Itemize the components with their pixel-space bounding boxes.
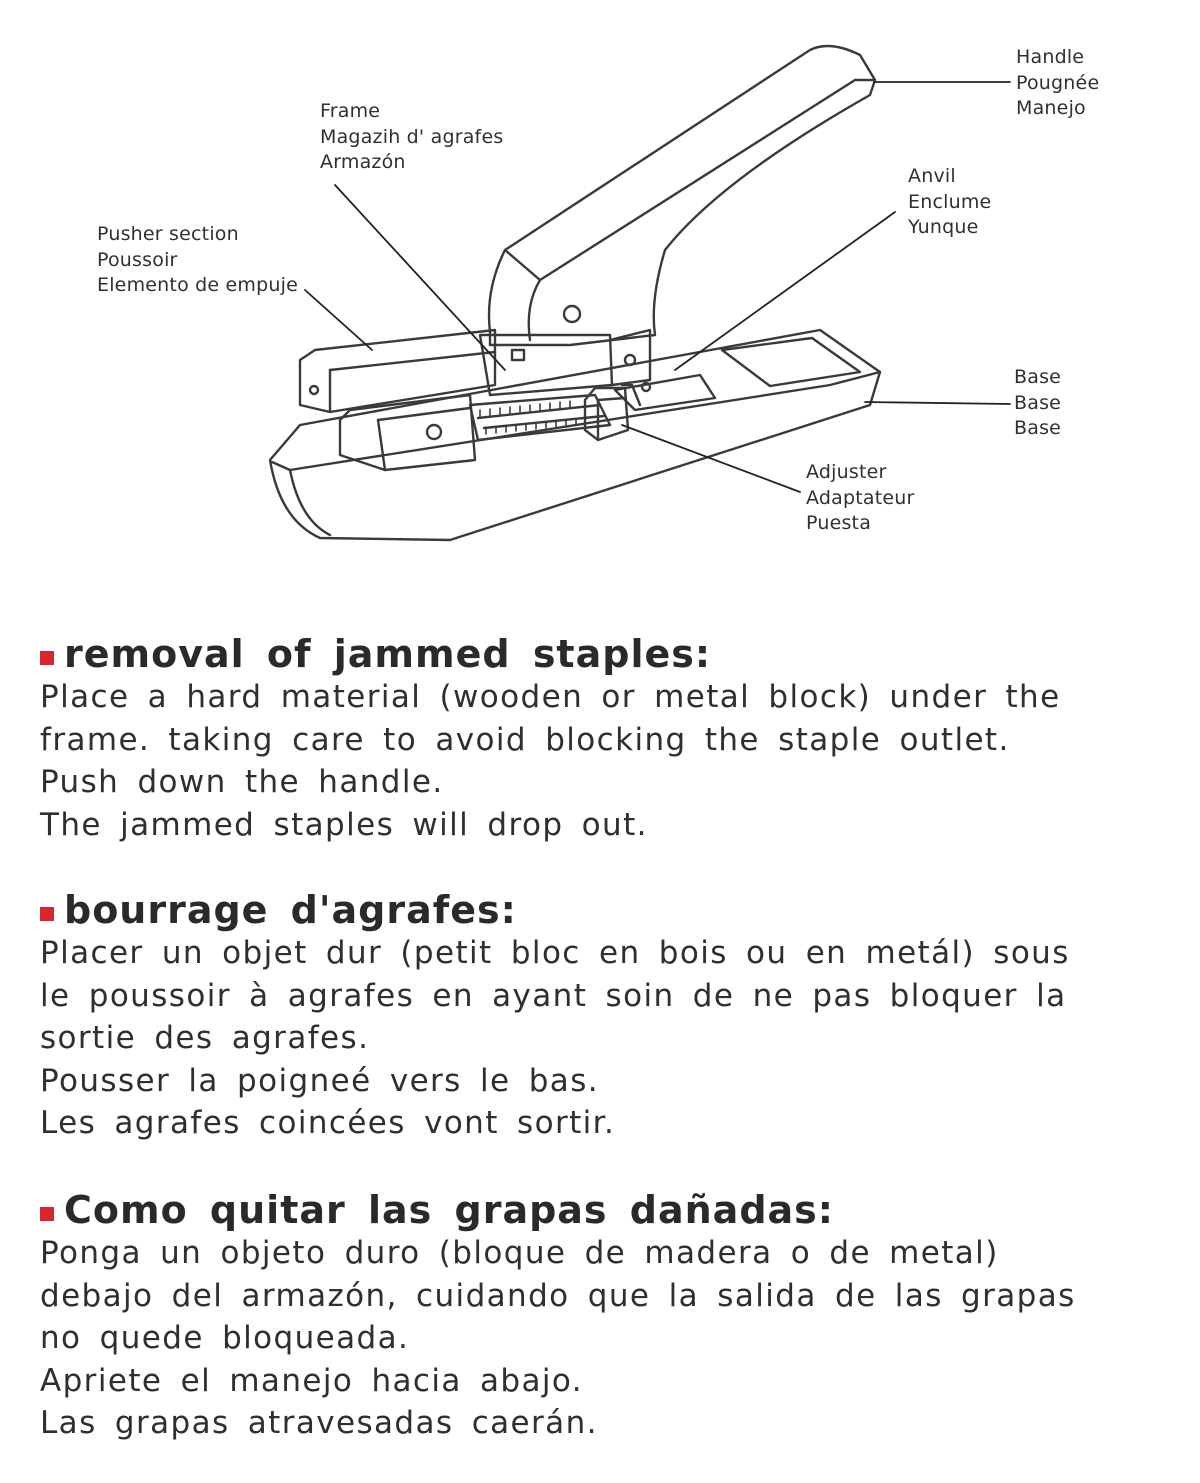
body-line: debajo del armazón, cuidando que la salida de las grapas [40, 1277, 1076, 1314]
label-pusher [97, 222, 298, 299]
body-line: Les agrafes coincées vont sortir. [40, 1105, 616, 1141]
label-handle-en: Handle [1016, 46, 1085, 68]
bullet-icon [40, 651, 54, 665]
body-line: Pousser la poigneé vers le bas. [40, 1062, 600, 1099]
body-line: no quede bloqueada. [40, 1320, 410, 1356]
label-base-es: Base [1014, 417, 1062, 439]
label-anvil-en: Anvil [908, 165, 956, 187]
bullet-icon [40, 1207, 54, 1221]
label-frame-en: Frame [320, 100, 381, 122]
section-heading [40, 888, 1180, 932]
body-line: Place a hard material (wooden or metal block) under the [40, 679, 1061, 715]
label-handle-es: Manejo [1016, 97, 1086, 119]
label-pusher-en: Pusher section [97, 223, 239, 245]
label-frame-fr: Magazih d' agrafes [320, 125, 504, 148]
heading-text: Como quitar las grapas dañadas: [64, 1188, 834, 1232]
body-line: Apriete el manejo hacia abajo. [40, 1362, 583, 1399]
label-base [1014, 365, 1061, 442]
body-line: Las grapas atravesadas caerán. [40, 1405, 598, 1441]
body-line: le poussoir à agrafes en ayant soin de ne pas bloquer la [40, 977, 1067, 1014]
label-adjuster-fr: Adaptateur [806, 486, 915, 509]
label-handle-fr: Pougnée [1016, 71, 1100, 94]
label-handle [1016, 45, 1099, 122]
label-adjuster [806, 460, 915, 537]
section-spanish [40, 1188, 1180, 1445]
label-anvil [908, 164, 991, 241]
body-line: The jammed staples will drop out. [40, 806, 648, 843]
section-english [40, 632, 1180, 846]
label-adjuster-en: Adjuster [806, 461, 887, 483]
label-frame-es: Armazón [320, 151, 406, 173]
heading-text: removal of jammed staples: [64, 632, 712, 676]
label-anvil-fr: Enclume [908, 190, 992, 213]
heading-text: bourrage d'agrafes: [64, 888, 517, 932]
label-anvil-es: Yunque [908, 216, 979, 238]
section-french [40, 888, 1180, 1145]
body-line: Ponga un objeto duro (bloque de madera o de metal) [40, 1235, 999, 1271]
label-adjuster-es: Puesta [806, 512, 872, 534]
body-line: frame. taking care to avoid blocking the staple outlet. [40, 721, 1010, 758]
label-pusher-es: Elemento de empuje [97, 274, 298, 296]
label-frame [320, 99, 503, 176]
section-heading [40, 1188, 1180, 1232]
base-shape [270, 330, 880, 540]
body-line: Push down the handle. [40, 764, 444, 800]
handle-shape [489, 46, 875, 345]
body-line: Placer un objet dur (petit bloc en bois ou en metál) sous [40, 935, 1070, 971]
stapler-diagram [0, 0, 1200, 580]
label-base-fr: Base [1014, 391, 1062, 414]
body-line: sortie des agrafes. [40, 1020, 370, 1056]
label-base-en: Base [1014, 366, 1062, 388]
label-pusher-fr: Poussoir [97, 248, 178, 271]
bullet-icon [40, 907, 54, 921]
section-heading [40, 632, 1180, 676]
